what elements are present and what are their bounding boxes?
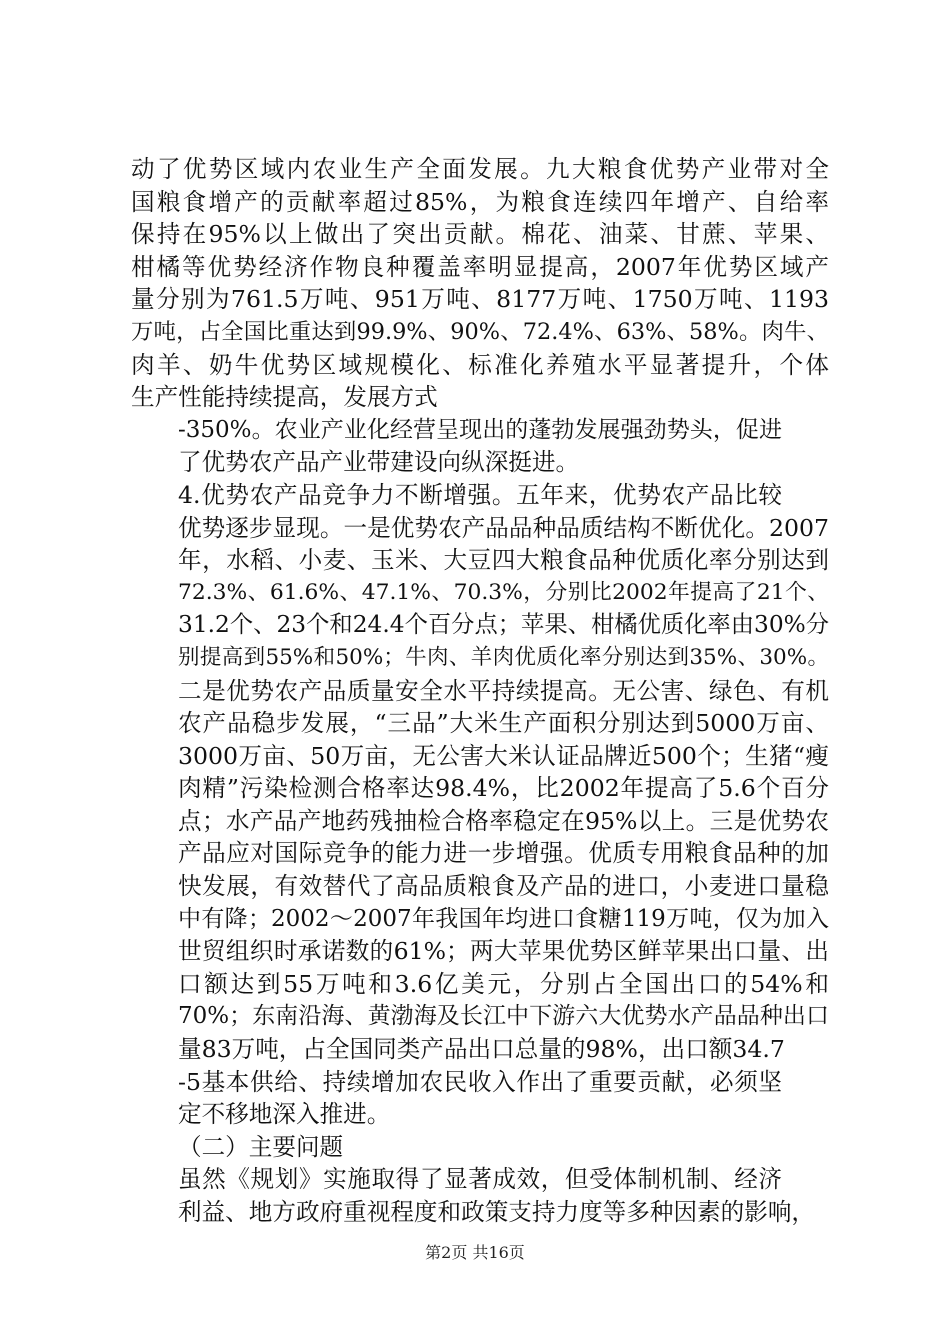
text-line: 产品应对国际竞争的能力进一步增强。优质专用粮食品种的加	[178, 839, 829, 868]
text-line: 生产性能持续提高，发展方式	[131, 383, 438, 412]
paragraph	[131, 1163, 829, 1228]
text-line: 柑橘等优势经济作物良种覆盖率明显提高，2007年优势区域产	[131, 252, 829, 281]
text-line: -350%。农业产业化经营呈现出的蓬勃发展强劲势头，促进	[178, 416, 782, 443]
text-line: 4.优势农产品竞争力不断增强。五年来，优势农产品比较	[178, 480, 782, 509]
text-line: 农产品稳步发展，“三品”大米生产面积分别达到5000万亩、	[178, 709, 829, 738]
text-line: 年，水稻、小麦、玉米、大豆四大粮食品种优质化率分别达到	[178, 546, 829, 575]
text-line: 二是优势农产品质量安全水平持续提高。无公害、绿色、有机	[178, 676, 829, 705]
paragraph	[131, 1131, 829, 1164]
text-line: 72.3%、61.6%、47.1%、70.3%，分别比2002年提高了21个、	[178, 579, 829, 605]
text-line: 定不移地深入推进。	[178, 1100, 391, 1129]
text-line: 别提高到55%和50%；牛肉、羊肉优质化率分别达到35%、30%。	[178, 644, 829, 670]
paragraph	[131, 479, 829, 1066]
text-line: 保持在95%以上做出了突出贡献。棉花、油菜、甘蔗、苹果、	[131, 220, 829, 249]
text-line: 31.2个、23个和24.4个百分点；苹果、柑橘优质化率由30%分	[178, 611, 830, 639]
text-line: 肉精”污染检测合格率达98.4%，比2002年提高了5.6个百分	[178, 774, 829, 803]
text-line: 动了优势区域内农业生产全面发展。九大粮食优势产业带对全	[131, 155, 829, 183]
text-line: 口额达到55万吨和3.6亿美元，分别占全国出口的54%和	[178, 969, 829, 998]
text-line: 量83万吨，占全国同类产品出口总量的98%，出口额34.7	[178, 1035, 785, 1064]
text-line: 3000万亩、50万亩，无公害大米认证品牌近500个；生猪“瘦	[178, 741, 829, 770]
text-line: 利益、地方政府重视程度和政策支持力度等多种因素的影响，	[178, 1198, 816, 1226]
text-line: 优势逐步显现。一是优势农产品品种品质结构不断优化。2007	[178, 513, 829, 542]
paragraph	[131, 153, 829, 414]
text-line: 肉羊、奶牛优势区域规模化、标准化养殖水平显著提升，个体	[131, 350, 829, 379]
text-line: 了优势农产品产业带建设向纵深挺进。	[178, 448, 580, 477]
text-line: 70%；东南沿海、黄渤海及长江中下游六大优势水产品品种出口	[178, 1003, 829, 1030]
text-line: （二）主要问题	[178, 1132, 344, 1161]
document-body	[131, 153, 829, 1229]
text-line: 中有降；2002～2007年我国年均进口食糖119万吨，仅为加入	[178, 905, 829, 932]
text-line: 国粮食增产的贡献率超过85%，为粮食连续四年增产、自给率	[131, 187, 829, 216]
paragraph	[131, 1066, 829, 1131]
text-line: 点；水产品产地药残抽检合格率稳定在95%以上。三是优势农	[178, 806, 829, 835]
paragraph	[131, 414, 829, 479]
text-line: 量分别为761.5万吨、951万吨、8177万吨、1750万吨、1193	[131, 285, 829, 314]
text-line: -5基本供给、持续增加农民收入作出了重要贡献，必须坚	[178, 1067, 782, 1096]
text-line: 虽然《规划》实施取得了显著成效，但受体制机制、经济	[178, 1165, 782, 1194]
text-line: 万吨，占全国比重达到99.9%、90%、72.4%、63%、58%。肉牛、	[131, 318, 829, 345]
page-number-footer: 第2页 共16页	[425, 1243, 525, 1262]
text-line: 快发展，有效替代了高品质粮食及产品的进口，小麦进口量稳	[178, 872, 829, 901]
text-line: 世贸组织时承诺数的61%；两大苹果优势区鲜苹果出口量、出	[178, 937, 829, 966]
